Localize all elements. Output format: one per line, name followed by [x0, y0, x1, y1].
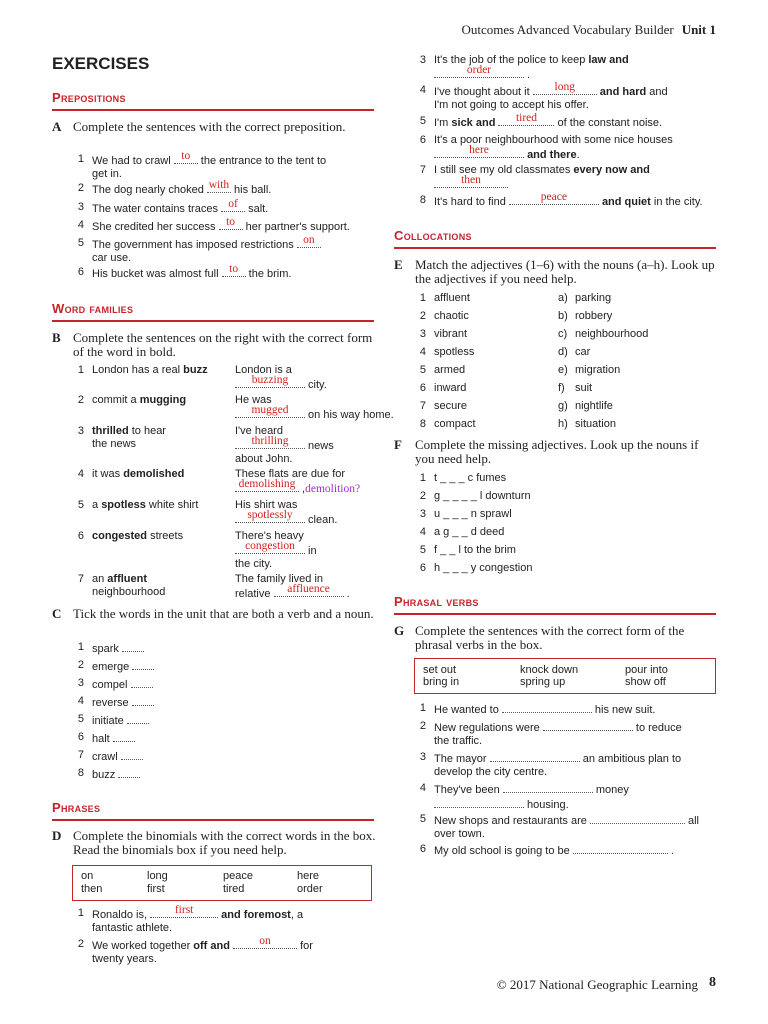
- item-text: spark: [92, 641, 144, 656]
- adjective: vibrant: [434, 328, 468, 340]
- item-number: 7: [77, 749, 84, 761]
- exercise-letter: F: [394, 437, 402, 452]
- item-text: t _ _ _ c fumes: [434, 472, 507, 484]
- bold-word: buzz: [183, 364, 208, 376]
- noun-letter: e): [558, 364, 568, 376]
- adjective: inward: [434, 382, 467, 394]
- item-text: The government has imposed restrictions on car use.: [92, 237, 372, 265]
- item-number: 1: [77, 153, 84, 165]
- answer-text: congestion: [245, 540, 295, 552]
- bold-word: congested: [92, 530, 148, 542]
- item-text: The dog nearly choked with his ball.: [92, 179, 272, 196]
- item-number: 2: [419, 720, 426, 732]
- item-number: 5: [419, 813, 426, 825]
- section-collocations: Collocations: [394, 228, 716, 243]
- item-text: emerge: [92, 659, 154, 674]
- exercise-letter: C: [52, 606, 62, 621]
- answer-blank[interactable]: [434, 144, 524, 158]
- answer-text: to: [226, 216, 236, 228]
- item-text: They've been money housing.: [434, 784, 629, 811]
- item-text: New regulations were to reduce the traffic.: [434, 722, 682, 747]
- bold-phrase: law and: [588, 54, 629, 66]
- answer-text: buzzing: [251, 374, 289, 386]
- item-text: We had to crawl to the entrance to the tent to get in.: [92, 150, 327, 180]
- answer-blank[interactable]: [434, 174, 508, 188]
- tick-blank[interactable]: [132, 659, 154, 670]
- answer-blank[interactable]: [150, 904, 218, 918]
- tick-blank[interactable]: [131, 677, 153, 688]
- section-word-families: Word families: [52, 301, 374, 316]
- answer-blank[interactable]: [533, 81, 597, 95]
- answer-text: spotlessly: [247, 509, 293, 521]
- answer-blank[interactable]: [274, 583, 344, 597]
- copyright: © 2017 National Geographic Learning: [496, 977, 698, 992]
- adjective: compact: [434, 418, 476, 430]
- box-word: tired: [223, 883, 245, 895]
- item-text: It's the job of the police to keep law and order .: [434, 54, 629, 81]
- item-text: My old school is going to be .: [434, 845, 674, 857]
- item-number: 5: [419, 364, 426, 376]
- box-word: on: [81, 870, 94, 882]
- box-word: first: [147, 883, 165, 895]
- bold-word: mugging: [139, 394, 187, 406]
- table-row: [72, 530, 372, 570]
- item-number: 6: [419, 382, 426, 394]
- item-text: I've thought about it long and hard and I'm not going to accept his offer.: [434, 81, 668, 111]
- bold-phrase: and quiet: [601, 196, 651, 208]
- item-number: 6: [77, 731, 84, 743]
- answer-blank[interactable]: [590, 813, 685, 824]
- left-text: it was demolished: [92, 468, 185, 480]
- item-number: 8: [77, 767, 84, 779]
- alt-answer: demolition?: [305, 483, 361, 495]
- item-text: He wanted to his new suit.: [434, 704, 656, 716]
- item-number: 5: [419, 115, 426, 127]
- table-row: [72, 394, 394, 424]
- item-number: 8: [419, 418, 426, 430]
- item-number: 5: [77, 713, 84, 725]
- tick-blank[interactable]: [121, 749, 143, 760]
- answer-blank[interactable]: [434, 797, 524, 808]
- exercise-d-heading: [52, 829, 376, 859]
- answer-blank[interactable]: [222, 263, 246, 277]
- item-number: 8: [419, 194, 426, 206]
- adjective: secure: [434, 400, 468, 412]
- tick-blank[interactable]: [127, 713, 149, 724]
- item-text: a g _ _ d deed: [434, 526, 505, 538]
- item-text: initiate: [92, 713, 149, 728]
- noun: migration: [575, 364, 621, 376]
- noun: car: [575, 346, 591, 358]
- item-number: 1: [77, 364, 84, 376]
- answer-blank[interactable]: [233, 935, 297, 949]
- item-text: His bucket was almost full to the brim.: [92, 263, 292, 280]
- table-row: [72, 573, 372, 603]
- exercise-letter: E: [394, 257, 403, 272]
- table-row: [72, 364, 372, 394]
- answer-text: tired: [515, 112, 538, 124]
- bold-phrase: sick and: [451, 117, 496, 129]
- exercise-e-heading: [394, 258, 718, 288]
- answer-blank[interactable]: [235, 509, 305, 523]
- exercise-letter: B: [52, 330, 61, 345]
- noun-letter: f): [558, 382, 565, 394]
- answer-blank[interactable]: [434, 64, 524, 78]
- exercise-instruction: Complete the binomials with the correct words in the box. Read the binomials box if you need help.: [73, 828, 376, 857]
- answer-text: peace: [540, 191, 567, 203]
- item-number: 3: [77, 201, 84, 213]
- item-number: 5: [419, 544, 426, 556]
- item-number: 1: [77, 907, 84, 919]
- item-number: 3: [419, 508, 426, 520]
- bold-word: thrilled: [92, 425, 129, 437]
- item-text: Ronaldo is, first and foremost, a fantastic athlete.: [92, 904, 304, 934]
- answer-blank[interactable]: [219, 216, 243, 230]
- table-row: [72, 425, 372, 465]
- unit-label: Unit 1: [681, 22, 716, 37]
- item-number: 6: [419, 843, 426, 855]
- adjective: armed: [434, 364, 466, 376]
- item-number: 1: [77, 641, 84, 653]
- item-number: 3: [77, 425, 84, 437]
- item-number: 3: [77, 677, 84, 689]
- noun: situation: [575, 418, 616, 430]
- binomials-word-box: [72, 865, 372, 901]
- item-text: New shops and restaurants are all over town.: [434, 815, 699, 840]
- item-text: g _ _ _ _ l downturn: [434, 490, 531, 502]
- page-header: [462, 22, 716, 38]
- answer-text: with: [208, 179, 230, 191]
- exercise-g-heading: [394, 624, 718, 654]
- answer-blank[interactable]: [235, 435, 305, 449]
- noun-letter: h): [558, 418, 568, 430]
- answer-text: here: [469, 144, 489, 156]
- tick-blank[interactable]: [122, 641, 144, 652]
- item-number: 4: [419, 84, 426, 96]
- answer-text: mugged: [251, 404, 289, 416]
- item-number: 2: [77, 182, 84, 194]
- exercise-b-heading: [52, 331, 376, 361]
- section-phrasal-verbs: Phrasal verbs: [394, 594, 716, 609]
- item-text: f _ _ l to the brim: [434, 544, 516, 556]
- answer-blank[interactable]: [221, 198, 245, 212]
- answer-blank[interactable]: [207, 179, 231, 193]
- noun-letter: c): [558, 328, 568, 340]
- answer-text: affluence: [287, 583, 330, 595]
- bold-word: spotless: [101, 499, 146, 511]
- adjective: chaotic: [434, 310, 469, 322]
- item-number: 7: [419, 400, 426, 412]
- item-number: 2: [77, 659, 84, 671]
- item-number: 4: [419, 526, 426, 538]
- item-text: I still see my old classmates every now and then: [434, 164, 650, 186]
- box-word: here: [297, 870, 320, 882]
- answer-text: order: [466, 64, 492, 76]
- answer-blank[interactable]: [509, 191, 599, 205]
- answer-text: on: [303, 234, 315, 246]
- adjective: spotless: [434, 346, 475, 358]
- noun: neighbourhood: [575, 328, 649, 340]
- item-number: 5: [77, 499, 84, 511]
- item-text: I'm sick and tired of the constant noise.: [434, 112, 663, 129]
- box-word: long: [147, 870, 168, 882]
- answer-text: demolishing: [238, 478, 296, 490]
- exercise-instruction: Complete the sentences on the right with the correct form of the word in bold.: [73, 330, 373, 359]
- answer-text: to: [229, 263, 239, 275]
- box-word: peace: [223, 870, 253, 882]
- item-text: It's a poor neighbourhood with some nice houses here and there.: [434, 134, 673, 161]
- bold-phrase: and foremost: [221, 909, 291, 921]
- item-text: reverse: [92, 695, 154, 710]
- table-row: [72, 468, 372, 498]
- item-number: 6: [77, 266, 84, 278]
- left-text: commit a mugging: [92, 394, 187, 406]
- item-text: compel: [92, 677, 153, 692]
- noun: suit: [575, 382, 593, 394]
- exercise-instruction: Tick the words in the unit that are both a verb and a noun.: [73, 606, 374, 621]
- item-number: 1: [419, 702, 426, 714]
- right-text: These flats are due for demolishing ,demolition?: [235, 468, 361, 495]
- answer-text: then: [461, 174, 481, 186]
- answer-blank[interactable]: [297, 234, 321, 248]
- table-row: [72, 499, 372, 529]
- noun: robbery: [575, 310, 613, 322]
- bold-phrase: and hard: [599, 86, 647, 98]
- answer-blank[interactable]: [235, 404, 305, 418]
- item-number: 5: [77, 237, 84, 249]
- answer-blank[interactable]: [503, 782, 593, 793]
- bold-word: demolished: [123, 468, 185, 480]
- box-word: then: [81, 883, 103, 895]
- item-text: The mayor an ambitious plan to develop the city centre.: [434, 753, 682, 778]
- item-number: 4: [419, 346, 426, 358]
- right-text: There's heavy congestion in the city.: [235, 530, 317, 570]
- exercise-letter: G: [394, 623, 405, 638]
- item-number: 1: [419, 292, 426, 304]
- item-number: 4: [77, 695, 84, 707]
- section-phrases: Phrases: [52, 800, 374, 815]
- exercise-instruction: Complete the missing adjectives. Look up the nouns if you need help.: [415, 437, 699, 466]
- tick-blank[interactable]: [118, 767, 140, 778]
- answer-blank[interactable]: [235, 540, 305, 554]
- noun-letter: d): [558, 346, 568, 358]
- right-text: His shirt was spotlessly clean.: [235, 499, 338, 526]
- item-number: 3: [419, 54, 426, 66]
- item-text: halt: [92, 731, 135, 746]
- right-text: The family lived in relative affluence .: [235, 573, 350, 600]
- page-number: 8: [709, 975, 716, 990]
- item-text: We worked together off and on for twenty years.: [92, 935, 313, 965]
- answer-blank[interactable]: [174, 150, 198, 164]
- box-word: order: [297, 883, 323, 895]
- answer-blank[interactable]: [573, 843, 668, 854]
- exercise-letter: A: [52, 119, 62, 134]
- answer-blank[interactable]: [490, 751, 580, 762]
- exercise-c-heading: [52, 607, 376, 637]
- section-prepositions: Prepositions: [52, 90, 374, 105]
- box-word: show off: [625, 676, 666, 688]
- item-number: 1: [419, 472, 426, 484]
- noun-letter: g): [558, 400, 568, 412]
- box-word: bring in: [423, 676, 460, 688]
- item-number: 7: [419, 164, 426, 176]
- box-word: pour into: [625, 664, 668, 676]
- item-number: 6: [77, 530, 84, 542]
- item-text: u _ _ _ n sprawl: [434, 508, 512, 520]
- answer-text: to: [181, 150, 191, 162]
- noun-letter: a): [558, 292, 568, 304]
- item-text: It's hard to find peace and quiet in the city.: [434, 191, 703, 208]
- item-number: 4: [77, 219, 84, 231]
- exercise-instruction: Match the adjectives (1–6) with the nouns (a–h). Look up the adjectives if you need help.: [415, 257, 715, 286]
- book-title: Outcomes Advanced Vocabulary Builder: [461, 22, 674, 37]
- left-text: a spotless white shirt: [92, 499, 199, 511]
- page-title: EXERCISES: [52, 54, 150, 73]
- item-number: 2: [419, 310, 426, 322]
- box-word: set out: [423, 664, 457, 676]
- noun: parking: [575, 292, 612, 304]
- bold-phrase: and there: [527, 149, 577, 161]
- tick-blank[interactable]: [132, 695, 154, 706]
- item-number: 3: [419, 328, 426, 340]
- item-number: 4: [77, 468, 84, 480]
- item-text: buzz: [92, 767, 140, 782]
- box-word: knock down: [520, 664, 579, 676]
- answer-text: on: [259, 935, 271, 947]
- exercise-instruction: Complete the sentences with the correct preposition.: [73, 119, 346, 134]
- answer-text: first: [174, 904, 194, 916]
- item-number: 2: [77, 938, 84, 950]
- item-number: 3: [419, 751, 426, 763]
- answer-text: thrilling: [251, 435, 289, 447]
- right-text: He was mugged on his way home.: [235, 394, 394, 421]
- right-text: London is a buzzing city.: [235, 364, 327, 391]
- noun: nightlife: [575, 400, 613, 412]
- left-text: congested streets: [92, 530, 184, 542]
- left-text: thrilled to hear the news: [92, 425, 166, 450]
- item-text: h _ _ _ y congestion: [434, 562, 533, 574]
- right-text: I've heard thrilling news about John.: [235, 425, 334, 465]
- bold-phrase: every now and: [573, 164, 650, 176]
- item-text: crawl: [92, 749, 143, 764]
- answer-blank[interactable]: [543, 720, 633, 731]
- answer-blank[interactable]: [235, 478, 299, 492]
- item-number: 7: [77, 573, 84, 585]
- item-number: 6: [419, 134, 426, 146]
- bold-word: affluent: [107, 573, 148, 585]
- left-text: an affluent neighbourhood: [92, 573, 166, 598]
- answer-blank[interactable]: [502, 702, 592, 713]
- noun-letter: b): [558, 310, 568, 322]
- exercise-letter: D: [52, 828, 62, 843]
- tick-blank[interactable]: [113, 731, 135, 742]
- item-number: 6: [419, 562, 426, 574]
- item-number: 4: [419, 782, 426, 794]
- exercise-instruction: Complete the sentences with the correct form of the phrasal verbs in the box.: [415, 623, 685, 652]
- exercise-f-heading: [394, 438, 718, 468]
- exercise-a-heading: [52, 120, 376, 150]
- box-word: spring up: [520, 676, 566, 688]
- phrasal-verbs-word-box: [414, 658, 716, 694]
- left-text: London has a real buzz: [92, 364, 208, 376]
- adjective: affluent: [434, 292, 470, 304]
- answer-text: long: [554, 81, 575, 93]
- answer-blank[interactable]: [235, 374, 305, 388]
- item-number: 2: [77, 394, 84, 406]
- item-text: She credited her success to her partner's support.: [92, 216, 350, 233]
- answer-blank[interactable]: [498, 112, 554, 126]
- bold-phrase: off and: [193, 940, 230, 952]
- item-text: The water contains traces of salt.: [92, 198, 269, 215]
- answer-text: of: [228, 198, 238, 210]
- item-number: 2: [419, 490, 426, 502]
